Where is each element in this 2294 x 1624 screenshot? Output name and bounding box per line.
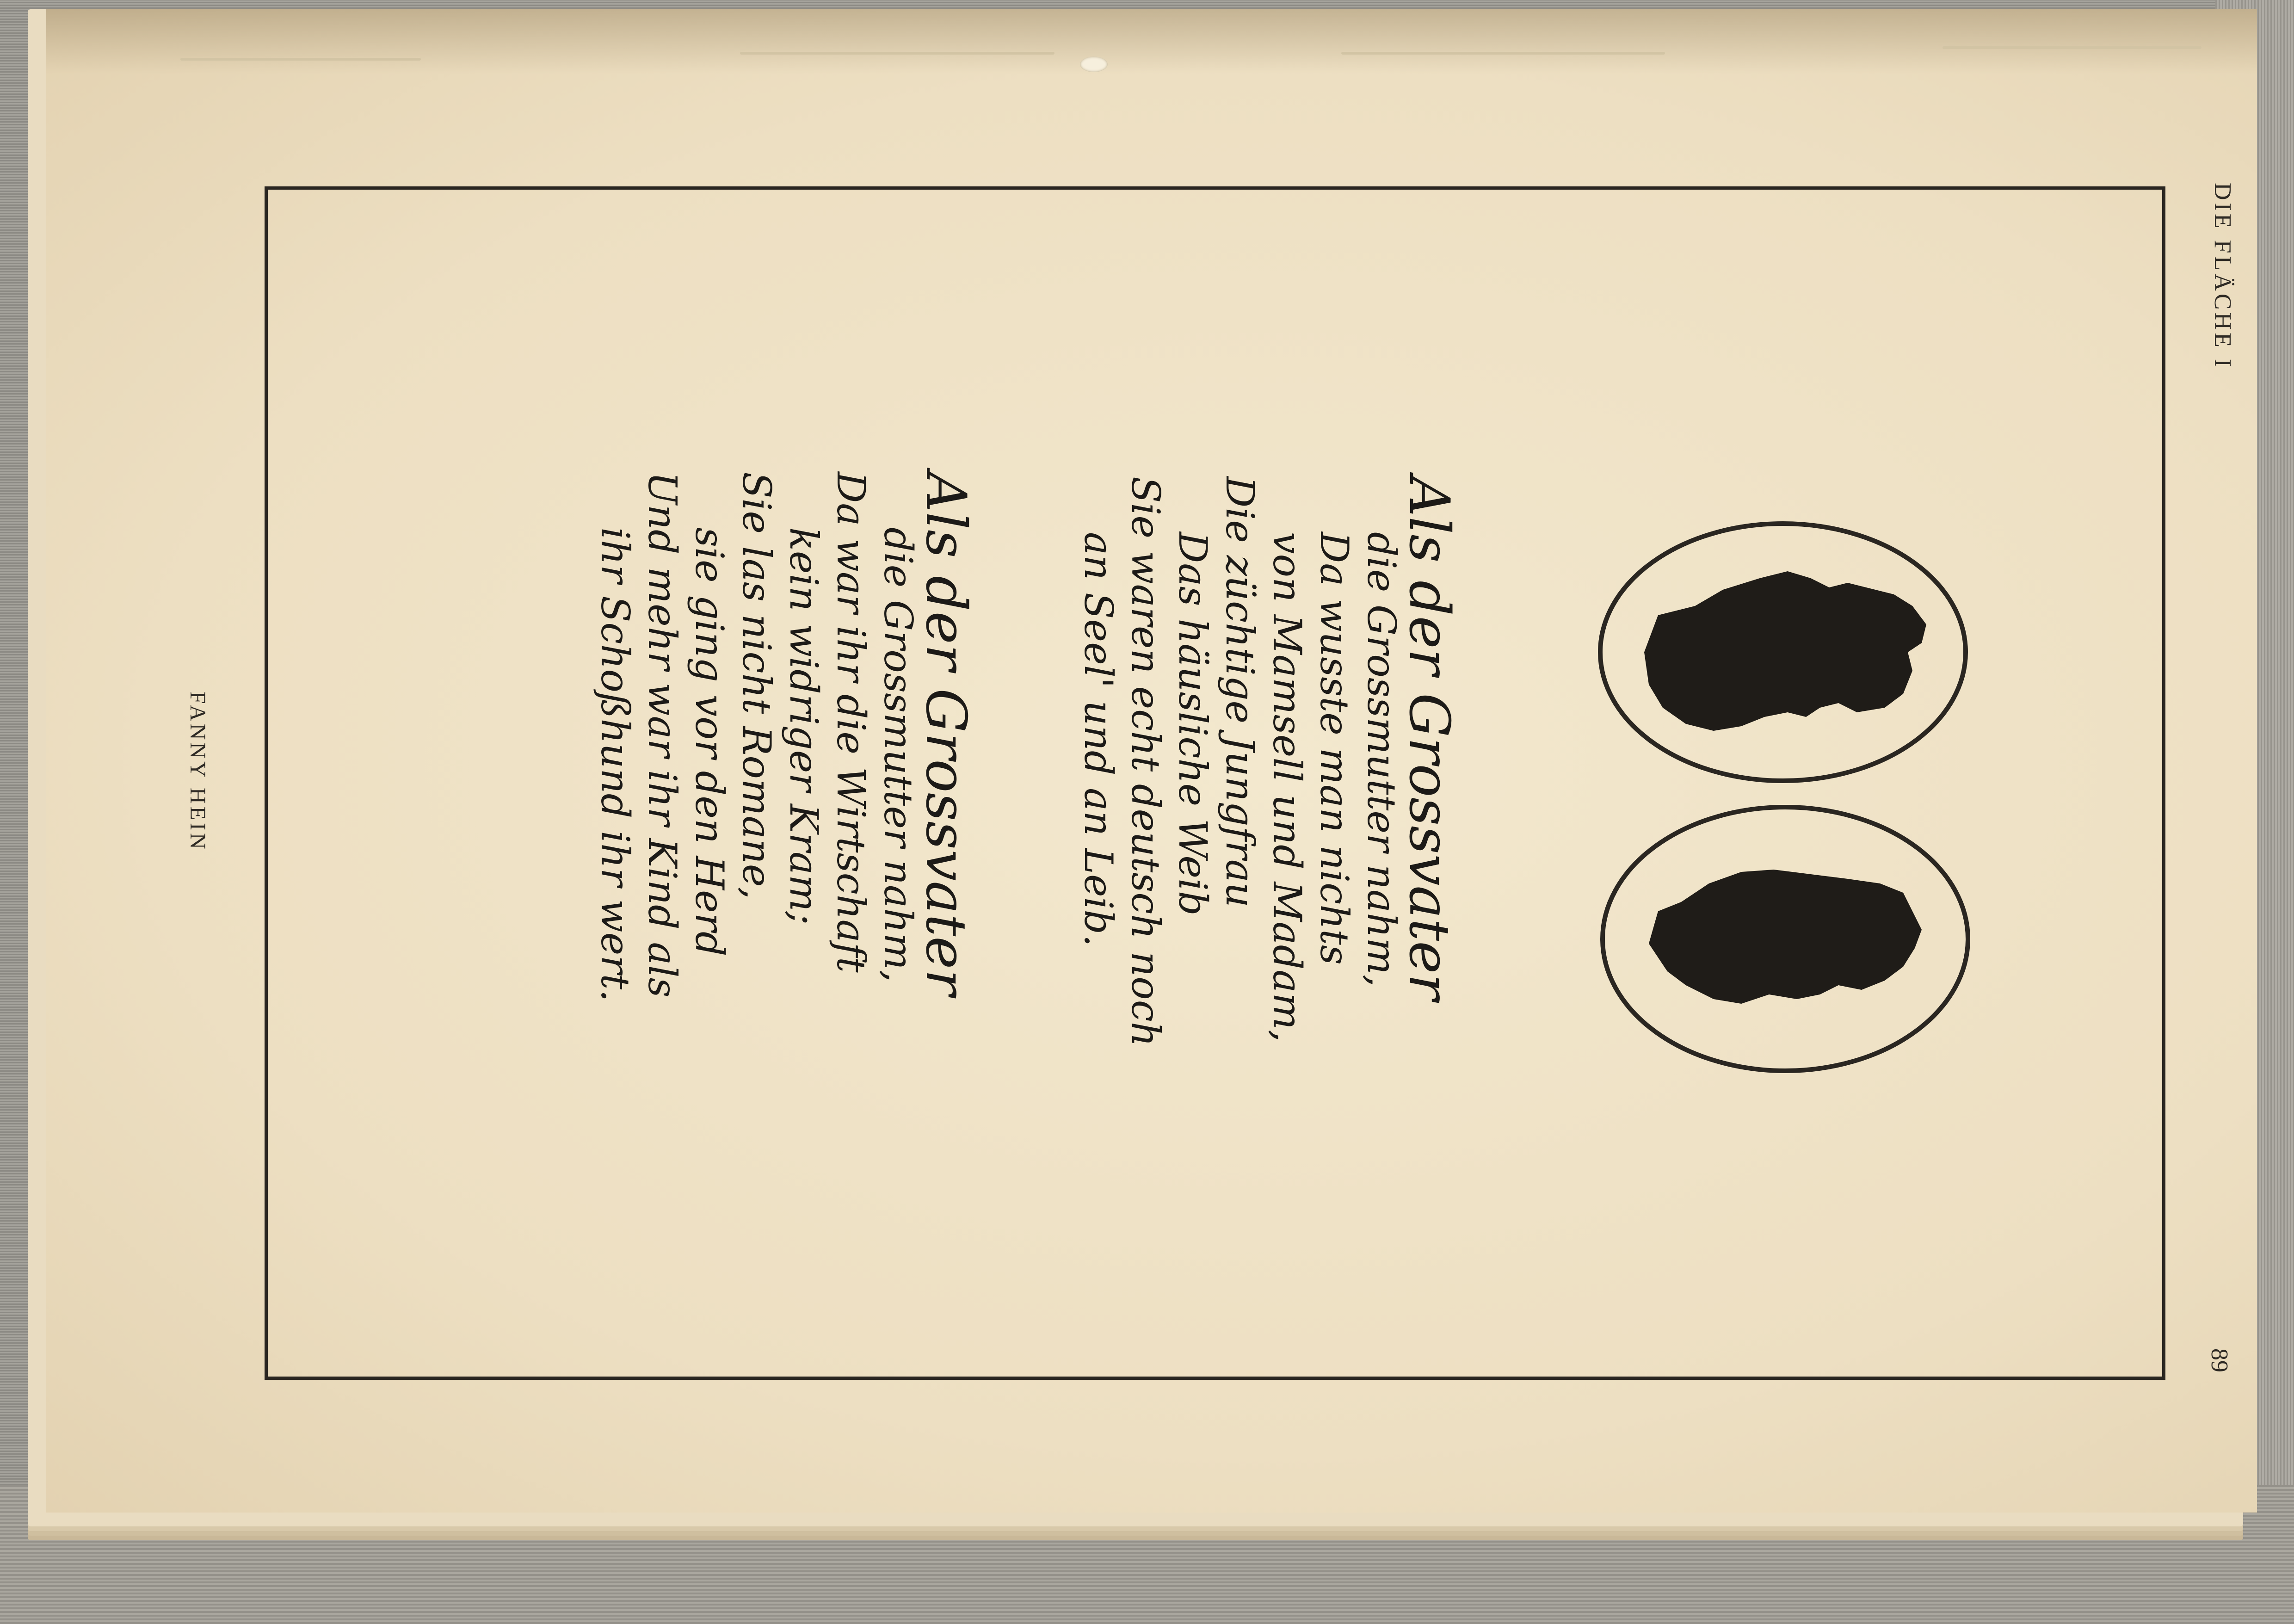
poem-line: Als der Grossvater — [913, 472, 978, 996]
poem-line: Die züchtige Jungfrau — [1217, 476, 1263, 908]
gutter-shadow — [46, 9, 2257, 74]
running-head-author: FANNY HEIN — [185, 692, 210, 852]
silhouette-man-medallion — [1603, 807, 1968, 1071]
binding-hole — [1080, 56, 1108, 72]
poem-line: an Seel' und an Leib. — [1076, 532, 1121, 947]
page-number: 89 — [2206, 1348, 2232, 1372]
poem-line: die Grossmutter nahm, — [1359, 532, 1404, 987]
poem-stanza-1 — [1075, 476, 1461, 1047]
poem-line: Da wusste man nichts — [1312, 532, 1357, 965]
poem-line: Sie waren echt deutsch noch — [1123, 476, 1168, 1047]
book-page — [46, 9, 2257, 1513]
poem-stanza-2 — [592, 472, 978, 1002]
poem-line: die Grossmutter nahm, — [876, 527, 921, 982]
binding-thread — [1942, 46, 2202, 49]
binding-thread — [180, 58, 421, 61]
page-stack — [28, 9, 2243, 1526]
binding-thread — [740, 52, 1054, 55]
poem-line: Das häusliche Weib — [1170, 532, 1215, 916]
poem-line: Und mehr war ihr Kind als — [640, 472, 685, 998]
poem-line: Da war ihr die Wirtschaft — [828, 472, 874, 973]
running-head-title: DIE FLÄCHE I — [2209, 183, 2236, 370]
poem-line: ihr Schoßhund ihr wert. — [592, 527, 638, 1002]
poem-line: Als der Grossvater — [1397, 476, 1461, 1000]
poem-line: Sie las nicht Romane, — [734, 472, 779, 900]
binding-thread — [1341, 52, 1665, 55]
silhouette-woman-medallion — [1600, 524, 1966, 781]
poem-line: sie ging vor den Herd — [687, 527, 732, 957]
poem-line: kein widriger Kram; — [781, 527, 826, 925]
silhouette-illustration — [1589, 513, 1977, 1087]
poem-line: von Mamsell und Madam, — [1264, 532, 1310, 1042]
